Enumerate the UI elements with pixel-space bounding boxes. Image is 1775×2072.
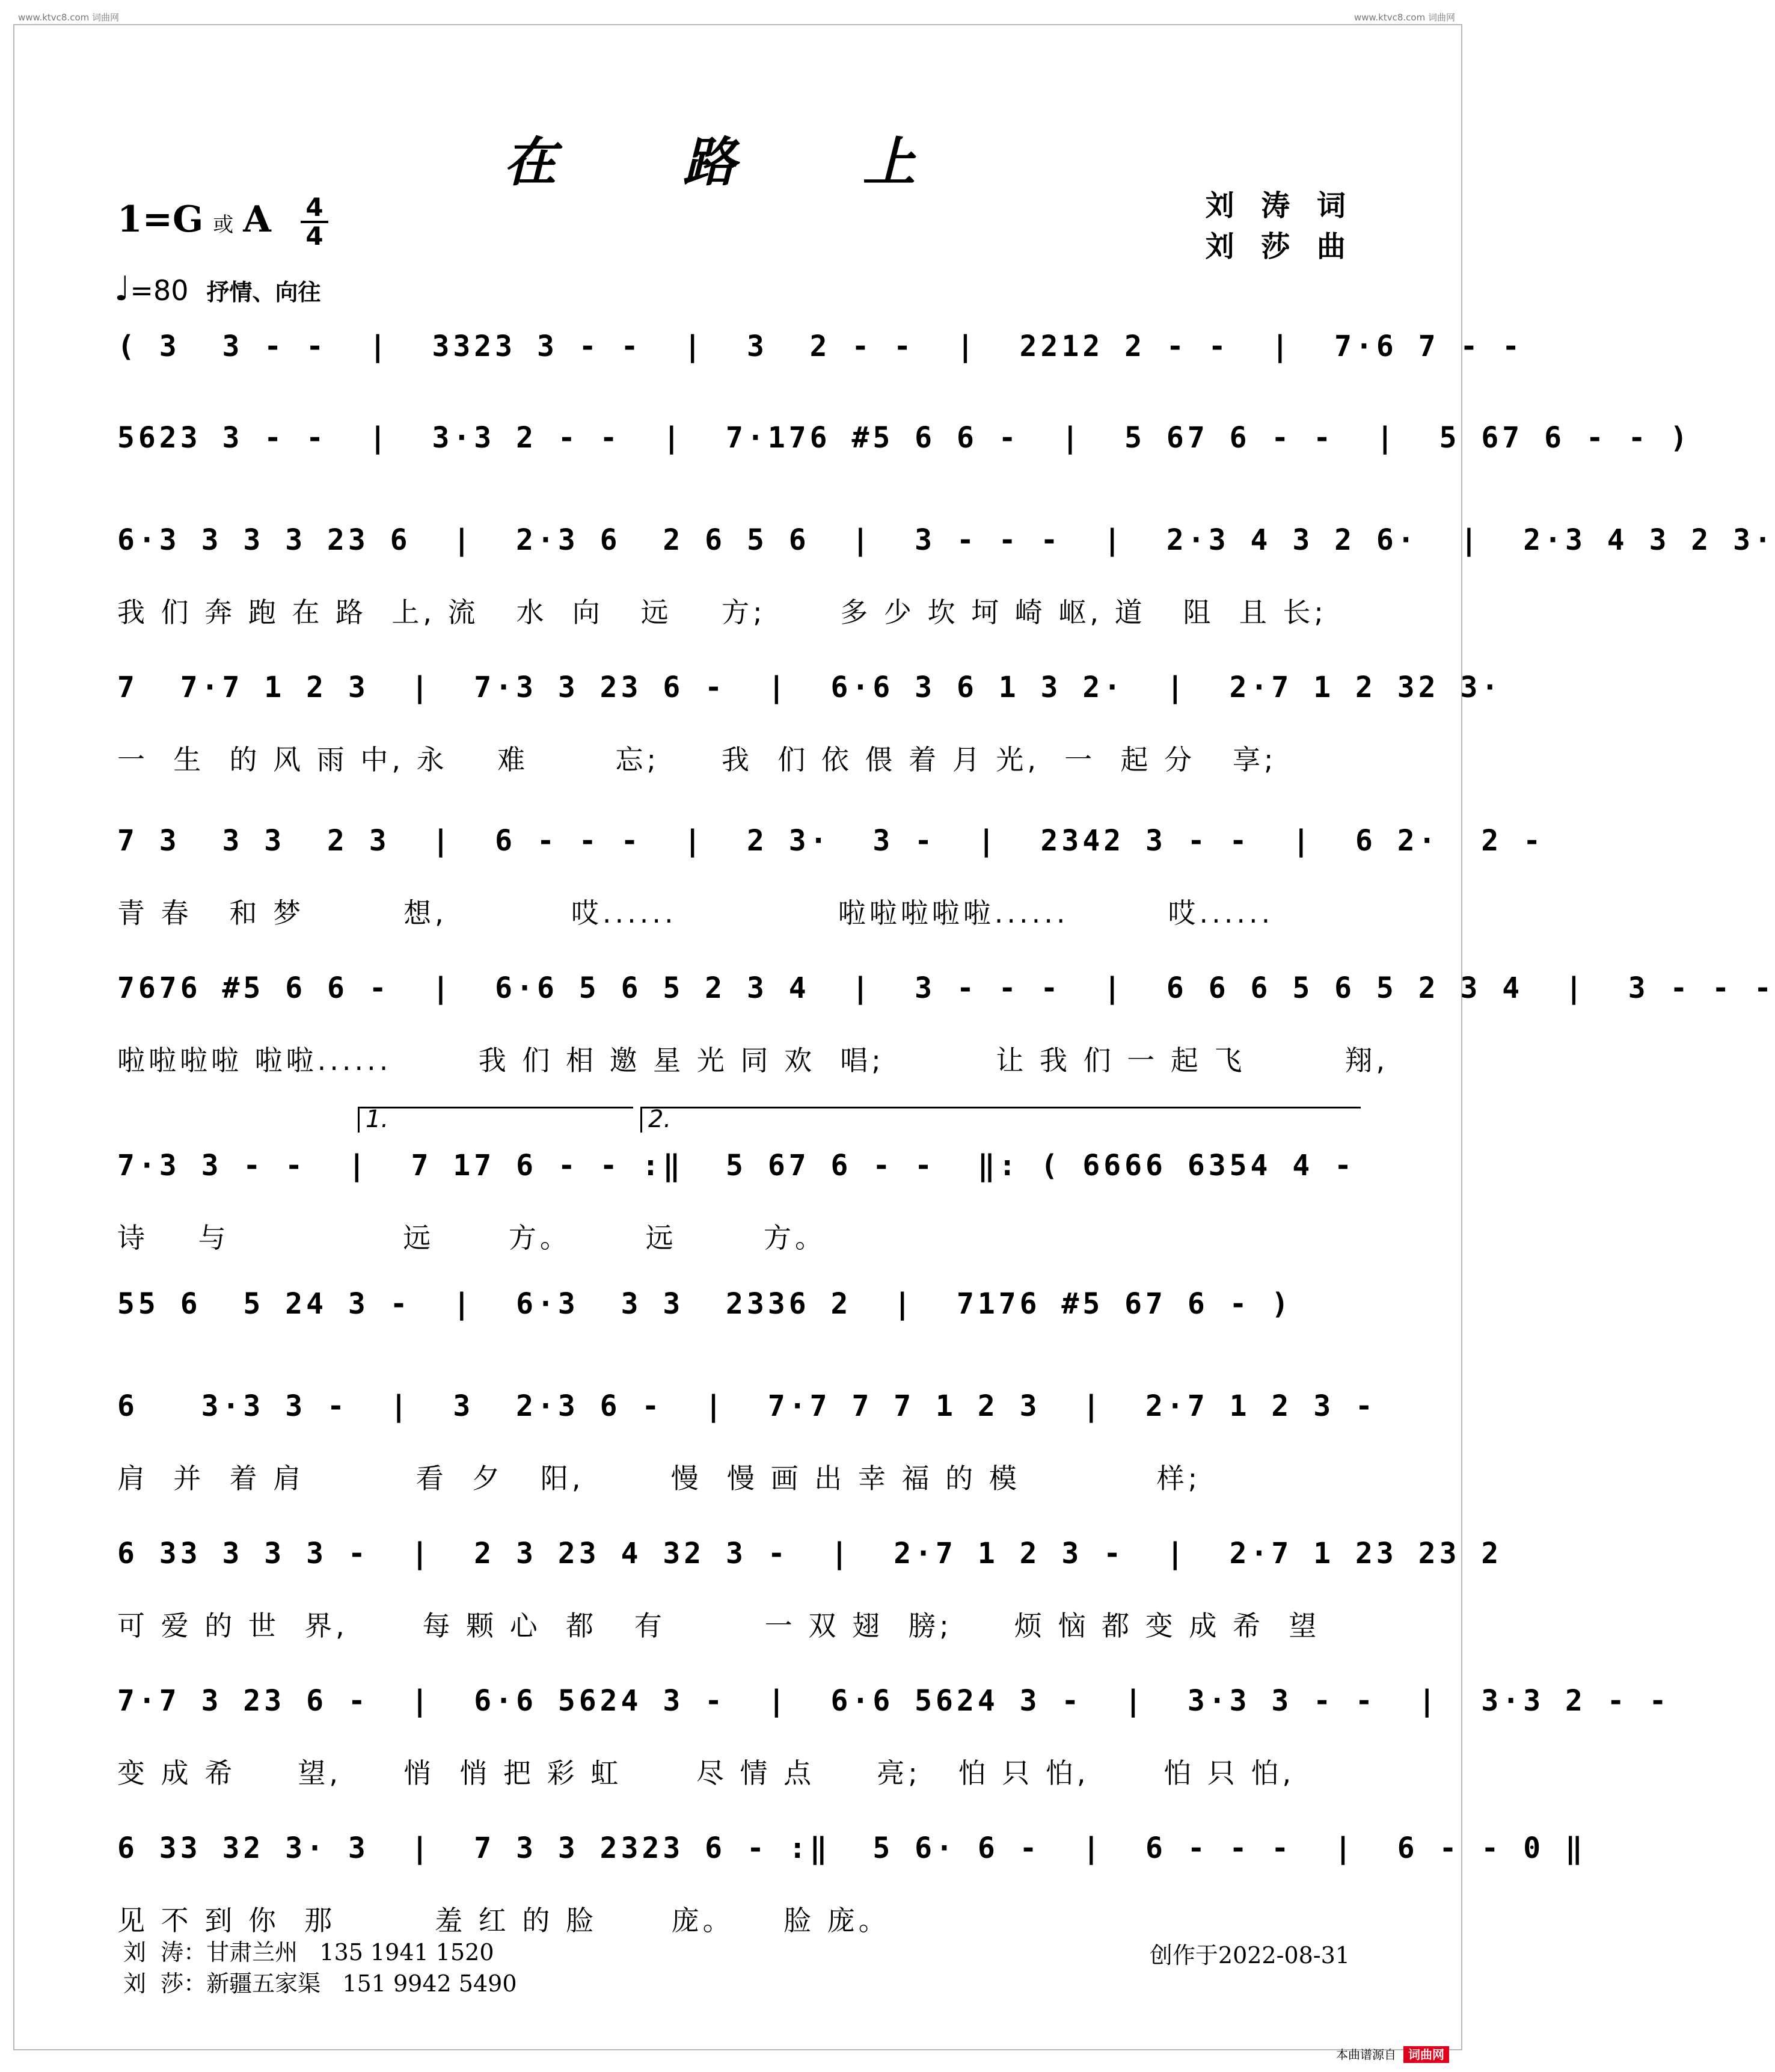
system-5	[117, 824, 1545, 931]
source-text: 本曲谱源自	[1336, 2047, 1396, 2062]
notes-line: 7·3 3 - - | 7 17 6 - - :‖ 5 67 6 - - ‖: ( 6666 6354 4 -	[117, 1149, 1356, 1182]
created-date: 创作于2022-08-31	[1149, 1942, 1350, 1969]
key-prefix: 1=G	[117, 198, 204, 241]
song-title: 在 路 上	[503, 131, 970, 193]
key-or: 或	[213, 213, 234, 237]
system-2	[117, 421, 1691, 488]
notes-line: 6·3 3 3 3 23 6 | 2·3 6 2 6 5 6 | 3 - - - | 2·3 4 3 2 6· | 2·3 4 3 2 3·	[117, 523, 1775, 557]
tempo-value: =80	[130, 274, 189, 307]
footer-line-2: 刘 莎：新疆五家渠 151 9942 5490	[123, 1970, 517, 1997]
lyrics-line: 啦啦啦啦 啦啦...... 我 们 相 邀 星 光 同 欢 唱; 让 我 们 一 起 飞 翔,	[117, 1044, 1389, 1077]
system-3	[117, 523, 1775, 630]
time-signature	[301, 192, 328, 251]
quarter-note-icon: ♩	[114, 269, 130, 309]
footer-line-1: 刘 涛：甘肃兰州 135 1941 1520	[123, 1939, 494, 1966]
watermark-top-right: www.ktvc8.com 词曲网	[1353, 12, 1455, 23]
lyrics-line: 肩 并 着 肩 看 夕 阳, 慢 慢 画 出 幸 福 的 模 样;	[117, 1462, 1201, 1495]
credits	[1206, 185, 1354, 267]
notes-line: 55 6 5 24 3 - | 6·3 3 3 2336 2 | 7176 #5 67 6 - )	[117, 1287, 1293, 1321]
lyrics-line: 诗 与 远 方。 远 方。	[117, 1222, 827, 1254]
lyrics-line: 变 成 希 望, 悄 悄 把 彩 虹 尽 情 点 亮; 怕 只 怕, 怕 只 怕,	[117, 1757, 1295, 1789]
lyrics-line: 一 生 的 风 雨 中, 永 难 忘; 我 们 依 偎 着 月 光, 一 起 分 享;	[117, 743, 1277, 776]
notes-line: ( 3 3 - - | 3323 3 - - | 3 2 - - | 2212 2 - - | 7·6 7 - -	[117, 330, 1524, 363]
lyrics-line: 可 爱 的 世 界, 每 颗 心 都 有 一 双 翅 膀; 烦 恼 都 变 成 希 望	[117, 1609, 1320, 1642]
system-7	[117, 1149, 1357, 1256]
notes-line: 7 7·7 1 2 3 | 7·3 3 23 6 - | 6·6 3 6 1 3 2· | 2·7 1 2 32 3·	[117, 671, 1503, 704]
system-8	[117, 1287, 1357, 1354]
tempo-mark	[114, 269, 321, 309]
composer: 刘 莎 曲	[1205, 230, 1354, 263]
notes-line: 7·7 3 23 6 - | 6·6 5624 3 - | 6·6 5624 3 - | 3·3 3 - - | 3·3 2 - -	[117, 1684, 1670, 1718]
brand-badge[interactable]: 词曲网	[1403, 2046, 1449, 2063]
notes-line: 6 3·3 3 - | 3 2·3 6 - | 7·7 7 7 1 2 3 | 2·7 1 2 3 -	[117, 1389, 1376, 1423]
notes-line: 7 3 3 3 2 3 | 6 - - - | 2 3· 3 - | 2342 3 - - | 6 2· 2 -	[117, 824, 1545, 858]
notes-line: 6 33 32 3· 3 | 7 3 3 2323 6 - :‖ 5 6· 6 - | 6 - - - | 6 - - 0 ‖	[117, 1831, 1586, 1865]
volta-second: 2.	[640, 1107, 1361, 1133]
system-6	[117, 971, 1775, 1078]
system-12	[117, 1831, 1586, 1938]
tempo-mood: 抒情、向往	[206, 279, 321, 306]
watermark-top-left: www.ktvc8.com 词曲网	[18, 12, 120, 23]
time-bottom: 4	[305, 221, 323, 251]
lyrics-line: 我 们 奔 跑 在 路 上, 流 水 向 远 方; 多 少 坎 坷 崎 岖, 道 阻 且 长;	[117, 596, 1327, 629]
key-alt: A	[243, 198, 271, 241]
system-11	[117, 1684, 1670, 1791]
system-10	[117, 1537, 1503, 1644]
notes-line: 6 33 3 3 3 - | 2 3 23 4 32 3 - | 2·7 1 2 3 - | 2·7 1 23 23 2	[117, 1537, 1503, 1570]
source-logo	[1336, 2045, 1449, 2062]
key-signature	[117, 198, 271, 241]
system-9	[117, 1389, 1376, 1496]
notes-line: 7676 #5 6 6 - | 6·6 5 6 5 2 3 4 | 3 - - - | 6 6 6 5 6 5 2 3 4 | 3 - - -	[117, 971, 1775, 1005]
system-1	[117, 330, 1524, 397]
lyrics-line: 青 春 和 梦 想, 哎...... 啦啦啦啦啦...... 哎......	[117, 897, 1274, 929]
lyrics-line: 见 不 到 你 那 羞 红 的 脸 庞。 脸 庞。	[117, 1904, 890, 1937]
footer-contacts	[123, 1937, 517, 1999]
system-4	[117, 671, 1503, 778]
notes-line: 5623 3 - - | 3·3 2 - - | 7·176 #5 6 6 - | 5 67 6 - - | 5 67 6 - - )	[117, 421, 1691, 455]
lyricist: 刘 涛 词	[1205, 189, 1354, 223]
volta-first: 1.	[358, 1107, 633, 1133]
time-top: 4	[305, 192, 323, 222]
